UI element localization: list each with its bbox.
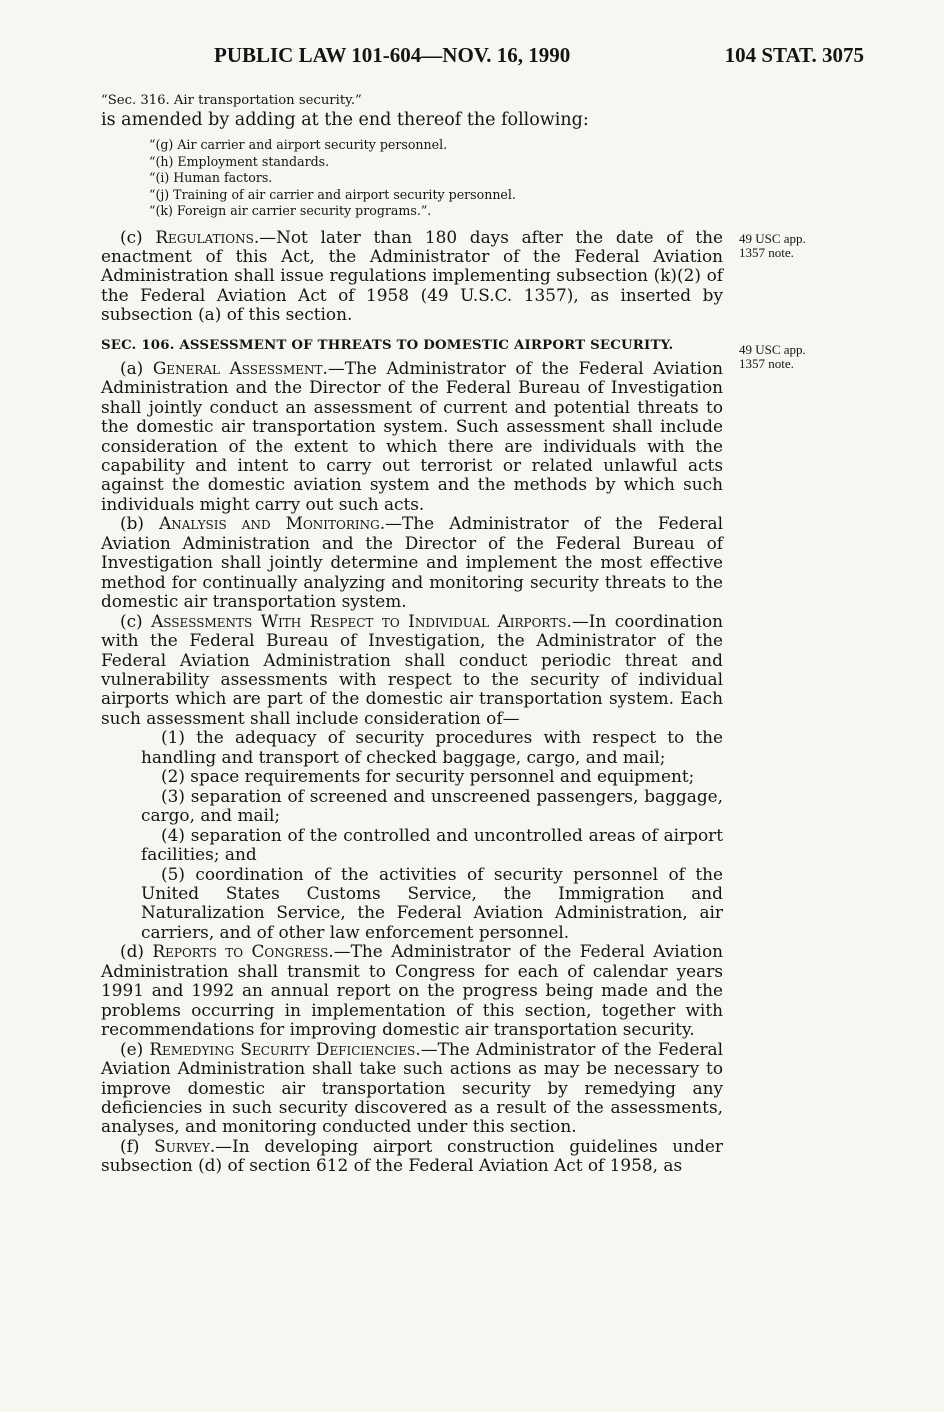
section-316-line: “Sec. 316. Air transportation security.”: [101, 93, 362, 108]
statute-page-number: 104 STAT. 3075: [724, 43, 864, 67]
paragraph-label: Assessments With Respect to Individual Airports: [151, 610, 567, 631]
paragraph-prefix: (b): [120, 513, 160, 534]
margin-note-line: 1357 note.: [739, 245, 794, 260]
consideration-item: (3) separation of screened and unscreened passengers, baggage, cargo, and mail;: [141, 785, 723, 826]
margin-note-line: 49 USC app.: [739, 231, 806, 246]
paragraph-text: .—In developing airport construction guidelines under subsection (d) of section 612 of the Federal Aviation Act of 1958, as: [101, 1135, 723, 1176]
paragraph-prefix: (e): [120, 1038, 150, 1059]
list-item: “(j) Training of air carrier and airport security personnel.: [149, 186, 516, 202]
paragraph-label: Survey: [154, 1135, 210, 1156]
public-law-citation: PUBLIC LAW 101-604—NOV. 16, 1990: [214, 43, 571, 67]
section-heading: SEC. 106. ASSESSMENT OF THREATS TO DOMESTIC AIRPORT SECURITY.: [101, 337, 674, 353]
paragraph-prefix: (f): [120, 1135, 155, 1156]
margin-note-section-106: [739, 343, 849, 371]
paragraph-d: [101, 942, 723, 1039]
list-item: “(k) Foreign air carrier security programs.”.: [149, 203, 432, 218]
paragraph-prefix: (a): [120, 357, 153, 378]
page-header: [100, 43, 864, 73]
list-item: “(g) Air carrier and airport security personnel.: [149, 137, 448, 152]
paragraph-b: [101, 514, 723, 611]
paragraph-text: .—In coordination with the Federal Bureau of Investigation, the Administrator of the Federal Aviation Administration shall conduct periodic threat and vulnerability assessments with respect to the security of individual airports which are part of the domestic air transportation system. Each such assessment shall include consideration of—: [101, 610, 723, 728]
paragraph-f: [101, 1137, 723, 1176]
paragraph-label: Reports to Congress: [152, 941, 329, 962]
paragraph-text: .—The Administrator of the Federal Aviation Administration shall take such actions as may be necessary to improve domestic air transportation security by remedying any deficiencies in such security discovered as a result of the assessments, analyses, and monitoring conducted under this section.: [101, 1038, 723, 1137]
amendment-list: [149, 137, 723, 220]
paragraph-prefix: (c): [120, 610, 152, 631]
amendment-intro: is amended by adding at the end thereof the following:: [101, 110, 589, 130]
paragraph-label: Analysis and Monitoring: [159, 513, 380, 534]
margin-note-line: 49 USC app.: [739, 342, 806, 357]
consideration-item: (4) separation of the controlled and uncontrolled areas of airport facilities; and: [141, 824, 723, 865]
paragraph-e: [101, 1040, 723, 1137]
paragraph-text: .—Not later than 180 days after the date of the enactment of this Act, the Administrator of the Federal Aviation Administration shall issue regulations implementing subsection (k)(2) of the Federal Aviation Act of 1958 (49 U.S.C. 1357), as inserted by subsection (a) of this section.: [101, 226, 723, 325]
document-body: [101, 92, 723, 1176]
consideration-item: (2) space requirements for security personnel and equipment;: [161, 766, 695, 787]
margin-note-line: 1357 note.: [739, 356, 794, 371]
paragraph-c: [101, 612, 723, 729]
consideration-item: (5) coordination of the activities of security personnel of the United States Customs Service, the Immigration and Naturalization Service, the Federal Aviation Administration, air carriers, and of other law enforcement personnel.: [141, 863, 723, 942]
paragraph-label: Regulations: [155, 226, 254, 247]
paragraph-prefix: (d): [120, 941, 153, 962]
paragraph-text: .—The Administrator of the Federal Aviation Administration shall transmit to Congress for each of calendar years 1991 and 1992 an annual report on the progress being made and the problems occurring in implementation of this section, together with recommendations for improving domestic air transportation security.: [101, 941, 723, 1040]
list-item: “(h) Employment standards.: [149, 153, 330, 169]
paragraph-text: .—The Administrator of the Federal Aviation Administration and the Director of the Federal Bureau of Investigation shall jointly determine and implement the most effective method for continually analyzing and monitoring security threats to the domestic air transportation system.: [101, 513, 723, 612]
list-item: “(i) Human factors.: [149, 170, 273, 185]
paragraph-a: [101, 359, 723, 515]
paragraph-regulations: [101, 228, 723, 325]
paragraph-prefix: (c): [120, 226, 156, 247]
margin-note-regulations: [739, 232, 849, 260]
consideration-item: (1) the adequacy of security procedures with respect to the handling and transport of checked baggage, cargo, and mail;: [141, 727, 723, 767]
paragraph-label: General Assessment: [152, 357, 323, 378]
paragraph-text: .—The Administrator of the Federal Aviation Administration and the Director of the Federal Bureau of Investigation shall jointly conduct an assessment of current and potential threats to the domestic air transportation system. Such assessment shall include consideration of the extent to which there are individuals with the capability and intent to carry out terrorist or related unlawful acts against the domestic aviation system and the methods by which such individuals might carry out such acts.: [101, 357, 723, 514]
paragraph-label: Remedying Security Deficiencies: [149, 1038, 416, 1059]
